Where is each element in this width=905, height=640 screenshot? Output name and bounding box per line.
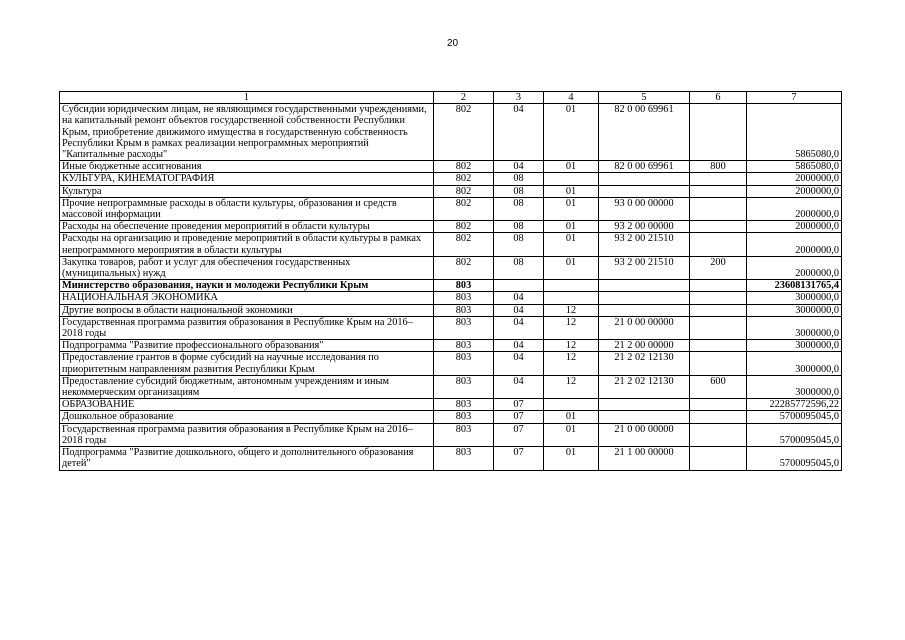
amount: 3000000,0 bbox=[747, 292, 842, 304]
target-article-code: 21 0 00 00000 bbox=[599, 423, 690, 446]
table-row bbox=[60, 375, 842, 398]
table-row bbox=[60, 411, 842, 423]
expense-type-code: 800 bbox=[690, 161, 747, 173]
section-code: 08 bbox=[494, 185, 544, 197]
subsection-code: 01 bbox=[544, 197, 599, 220]
column-header: 5 bbox=[599, 92, 690, 104]
amount: 2000000,0 bbox=[747, 185, 842, 197]
subsection-code: 01 bbox=[544, 423, 599, 446]
section-code: 04 bbox=[494, 340, 544, 352]
expense-type-code bbox=[690, 233, 747, 256]
row-name: Подпрограмма "Развитие дошкольного, общего и дополнительного образования детей" bbox=[60, 447, 434, 470]
table-row bbox=[60, 197, 842, 220]
ministry-code: 803 bbox=[434, 316, 494, 339]
amount: 3000000,0 bbox=[747, 340, 842, 352]
subsection-code bbox=[544, 280, 599, 292]
expense-type-code bbox=[690, 280, 747, 292]
subsection-code: 01 bbox=[544, 256, 599, 279]
subsection-code: 01 bbox=[544, 447, 599, 470]
target-article-code: 93 2 00 21510 bbox=[599, 256, 690, 279]
row-name: Предоставление грантов в форме субсидий на научные исследования по приоритетным направлениям развития Республики Крым bbox=[60, 352, 434, 375]
expense-type-code: 200 bbox=[690, 256, 747, 279]
ministry-code: 803 bbox=[434, 340, 494, 352]
subsection-code: 12 bbox=[544, 316, 599, 339]
expense-type-code bbox=[690, 185, 747, 197]
amount: 2000000,0 bbox=[747, 256, 842, 279]
ministry-code: 803 bbox=[434, 292, 494, 304]
row-name: Расходы на обеспечение проведения мероприятий в области культуры bbox=[60, 221, 434, 233]
amount: 3000000,0 bbox=[747, 304, 842, 316]
table-row bbox=[60, 173, 842, 185]
row-name: Культура bbox=[60, 185, 434, 197]
expense-type-code bbox=[690, 304, 747, 316]
section-code: 04 bbox=[494, 104, 544, 161]
table-row bbox=[60, 352, 842, 375]
section-code: 04 bbox=[494, 375, 544, 398]
expense-type-code bbox=[690, 292, 747, 304]
table-row bbox=[60, 423, 842, 446]
target-article-code bbox=[599, 304, 690, 316]
amount: 2000000,0 bbox=[747, 221, 842, 233]
section-code: 07 bbox=[494, 411, 544, 423]
subsection-code bbox=[544, 173, 599, 185]
target-article-code bbox=[599, 292, 690, 304]
target-article-code bbox=[599, 411, 690, 423]
column-header: 1 bbox=[60, 92, 434, 104]
target-article-code bbox=[599, 399, 690, 411]
section-code: 04 bbox=[494, 161, 544, 173]
subsection-code: 01 bbox=[544, 411, 599, 423]
target-article-code bbox=[599, 280, 690, 292]
subsection-code: 01 bbox=[544, 221, 599, 233]
amount: 5700095045,0 bbox=[747, 447, 842, 470]
table-row bbox=[60, 292, 842, 304]
section-code: 07 bbox=[494, 447, 544, 470]
target-article-code: 93 0 00 00000 bbox=[599, 197, 690, 220]
target-article-code: 21 0 00 00000 bbox=[599, 316, 690, 339]
table-row bbox=[60, 447, 842, 470]
row-name: НАЦИОНАЛЬНАЯ ЭКОНОМИКА bbox=[60, 292, 434, 304]
section-code: 07 bbox=[494, 423, 544, 446]
subsection-code: 01 bbox=[544, 185, 599, 197]
expense-type-code bbox=[690, 197, 747, 220]
amount: 5865080,0 bbox=[747, 104, 842, 161]
section-code: 04 bbox=[494, 352, 544, 375]
target-article-code: 21 2 02 12130 bbox=[599, 375, 690, 398]
section-code: 04 bbox=[494, 316, 544, 339]
amount: 3000000,0 bbox=[747, 375, 842, 398]
row-name: Другие вопросы в области национальной экономики bbox=[60, 304, 434, 316]
amount: 23608131765,4 bbox=[747, 280, 842, 292]
target-article-code: 93 2 00 00000 bbox=[599, 221, 690, 233]
ministry-code: 803 bbox=[434, 447, 494, 470]
expense-type-code bbox=[690, 411, 747, 423]
row-name: Министерство образования, науки и молодежи Республики Крым bbox=[60, 280, 434, 292]
subsection-code bbox=[544, 399, 599, 411]
ministry-code: 803 bbox=[434, 411, 494, 423]
expense-type-code bbox=[690, 447, 747, 470]
table-row bbox=[60, 304, 842, 316]
ministry-code: 803 bbox=[434, 304, 494, 316]
row-name: Государственная программа развития образования в Республике Крым на 2016–2018 годы bbox=[60, 423, 434, 446]
row-name: ОБРАЗОВАНИЕ bbox=[60, 399, 434, 411]
target-article-code: 82 0 00 69961 bbox=[599, 161, 690, 173]
subsection-code: 12 bbox=[544, 340, 599, 352]
subsection-code bbox=[544, 292, 599, 304]
section-code bbox=[494, 280, 544, 292]
subsection-code: 12 bbox=[544, 304, 599, 316]
expense-type-code bbox=[690, 399, 747, 411]
amount: 2000000,0 bbox=[747, 173, 842, 185]
expense-type-code bbox=[690, 423, 747, 446]
table-row bbox=[60, 316, 842, 339]
ministry-code: 802 bbox=[434, 185, 494, 197]
ministry-code: 802 bbox=[434, 173, 494, 185]
subsection-code: 12 bbox=[544, 375, 599, 398]
ministry-code: 803 bbox=[434, 280, 494, 292]
section-code: 08 bbox=[494, 197, 544, 220]
budget-table bbox=[59, 91, 842, 471]
table-row bbox=[60, 221, 842, 233]
ministry-code: 802 bbox=[434, 233, 494, 256]
row-name: Расходы на организацию и проведение мероприятий в области культуры в рамках непрограммного мероприятия в области культуры bbox=[60, 233, 434, 256]
section-code: 08 bbox=[494, 173, 544, 185]
section-code: 08 bbox=[494, 221, 544, 233]
expense-type-code: 600 bbox=[690, 375, 747, 398]
subsection-code: 01 bbox=[544, 104, 599, 161]
ministry-code: 803 bbox=[434, 375, 494, 398]
ministry-code: 802 bbox=[434, 104, 494, 161]
section-code: 08 bbox=[494, 233, 544, 256]
table-header-row bbox=[60, 92, 842, 104]
target-article-code: 82 0 00 69961 bbox=[599, 104, 690, 161]
table-row bbox=[60, 280, 842, 292]
expense-type-code bbox=[690, 221, 747, 233]
table-body bbox=[60, 104, 842, 470]
row-name: Закупка товаров, работ и услуг для обеспечения государственных (муниципальных) нужд bbox=[60, 256, 434, 279]
section-code: 04 bbox=[494, 304, 544, 316]
expense-type-code bbox=[690, 104, 747, 161]
section-code: 04 bbox=[494, 292, 544, 304]
table-row bbox=[60, 104, 842, 161]
target-article-code: 21 1 00 00000 bbox=[599, 447, 690, 470]
ministry-code: 802 bbox=[434, 256, 494, 279]
amount: 2000000,0 bbox=[747, 233, 842, 256]
row-name: Предоставление субсидий бюджетным, автономным учреждениям и иным некоммерческим организациям bbox=[60, 375, 434, 398]
amount: 3000000,0 bbox=[747, 316, 842, 339]
row-name: КУЛЬТУРА, КИНЕМАТОГРАФИЯ bbox=[60, 173, 434, 185]
subsection-code: 01 bbox=[544, 233, 599, 256]
column-header: 7 bbox=[747, 92, 842, 104]
expense-type-code bbox=[690, 352, 747, 375]
subsection-code: 01 bbox=[544, 161, 599, 173]
row-name: Прочие непрограммные расходы в области культуры, образования и средств массовой информации bbox=[60, 197, 434, 220]
row-name: Иные бюджетные ассигнования bbox=[60, 161, 434, 173]
column-header: 2 bbox=[434, 92, 494, 104]
table-row bbox=[60, 399, 842, 411]
row-name: Государственная программа развития образования в Республике Крым на 2016–2018 годы bbox=[60, 316, 434, 339]
ministry-code: 802 bbox=[434, 221, 494, 233]
amount: 2000000,0 bbox=[747, 197, 842, 220]
target-article-code: 21 2 02 12130 bbox=[599, 352, 690, 375]
amount: 5700095045,0 bbox=[747, 411, 842, 423]
amount: 3000000,0 bbox=[747, 352, 842, 375]
row-name: Субсидии юридическим лицам, не являющимся государственными учреждениями, на капитальный ремонт объектов государственной собственности Республики Крым, приобретение движимого имущества в государственную собственность Республики Крым в рамках реализации непрограммных мероприятий "Капитальные расходы" bbox=[60, 104, 434, 161]
amount: 5700095045,0 bbox=[747, 423, 842, 446]
subsection-code: 12 bbox=[544, 352, 599, 375]
table-row bbox=[60, 256, 842, 279]
table-row bbox=[60, 185, 842, 197]
amount: 5865080,0 bbox=[747, 161, 842, 173]
section-code: 08 bbox=[494, 256, 544, 279]
table-row bbox=[60, 233, 842, 256]
ministry-code: 803 bbox=[434, 423, 494, 446]
row-name: Дошкольное образование bbox=[60, 411, 434, 423]
page-number: 20 bbox=[446, 38, 459, 49]
expense-type-code bbox=[690, 340, 747, 352]
ministry-code: 803 bbox=[434, 352, 494, 375]
column-header: 4 bbox=[544, 92, 599, 104]
ministry-code: 803 bbox=[434, 399, 494, 411]
row-name: Подпрограмма "Развитие профессионального образования" bbox=[60, 340, 434, 352]
column-header: 6 bbox=[690, 92, 747, 104]
expense-type-code bbox=[690, 316, 747, 339]
target-article-code: 93 2 00 21510 bbox=[599, 233, 690, 256]
ministry-code: 802 bbox=[434, 161, 494, 173]
table-row bbox=[60, 161, 842, 173]
section-code: 07 bbox=[494, 399, 544, 411]
amount: 22285772596,22 bbox=[747, 399, 842, 411]
target-article-code bbox=[599, 173, 690, 185]
expense-type-code bbox=[690, 173, 747, 185]
target-article-code bbox=[599, 185, 690, 197]
column-header: 3 bbox=[494, 92, 544, 104]
table-row bbox=[60, 340, 842, 352]
target-article-code: 21 2 00 00000 bbox=[599, 340, 690, 352]
ministry-code: 802 bbox=[434, 197, 494, 220]
